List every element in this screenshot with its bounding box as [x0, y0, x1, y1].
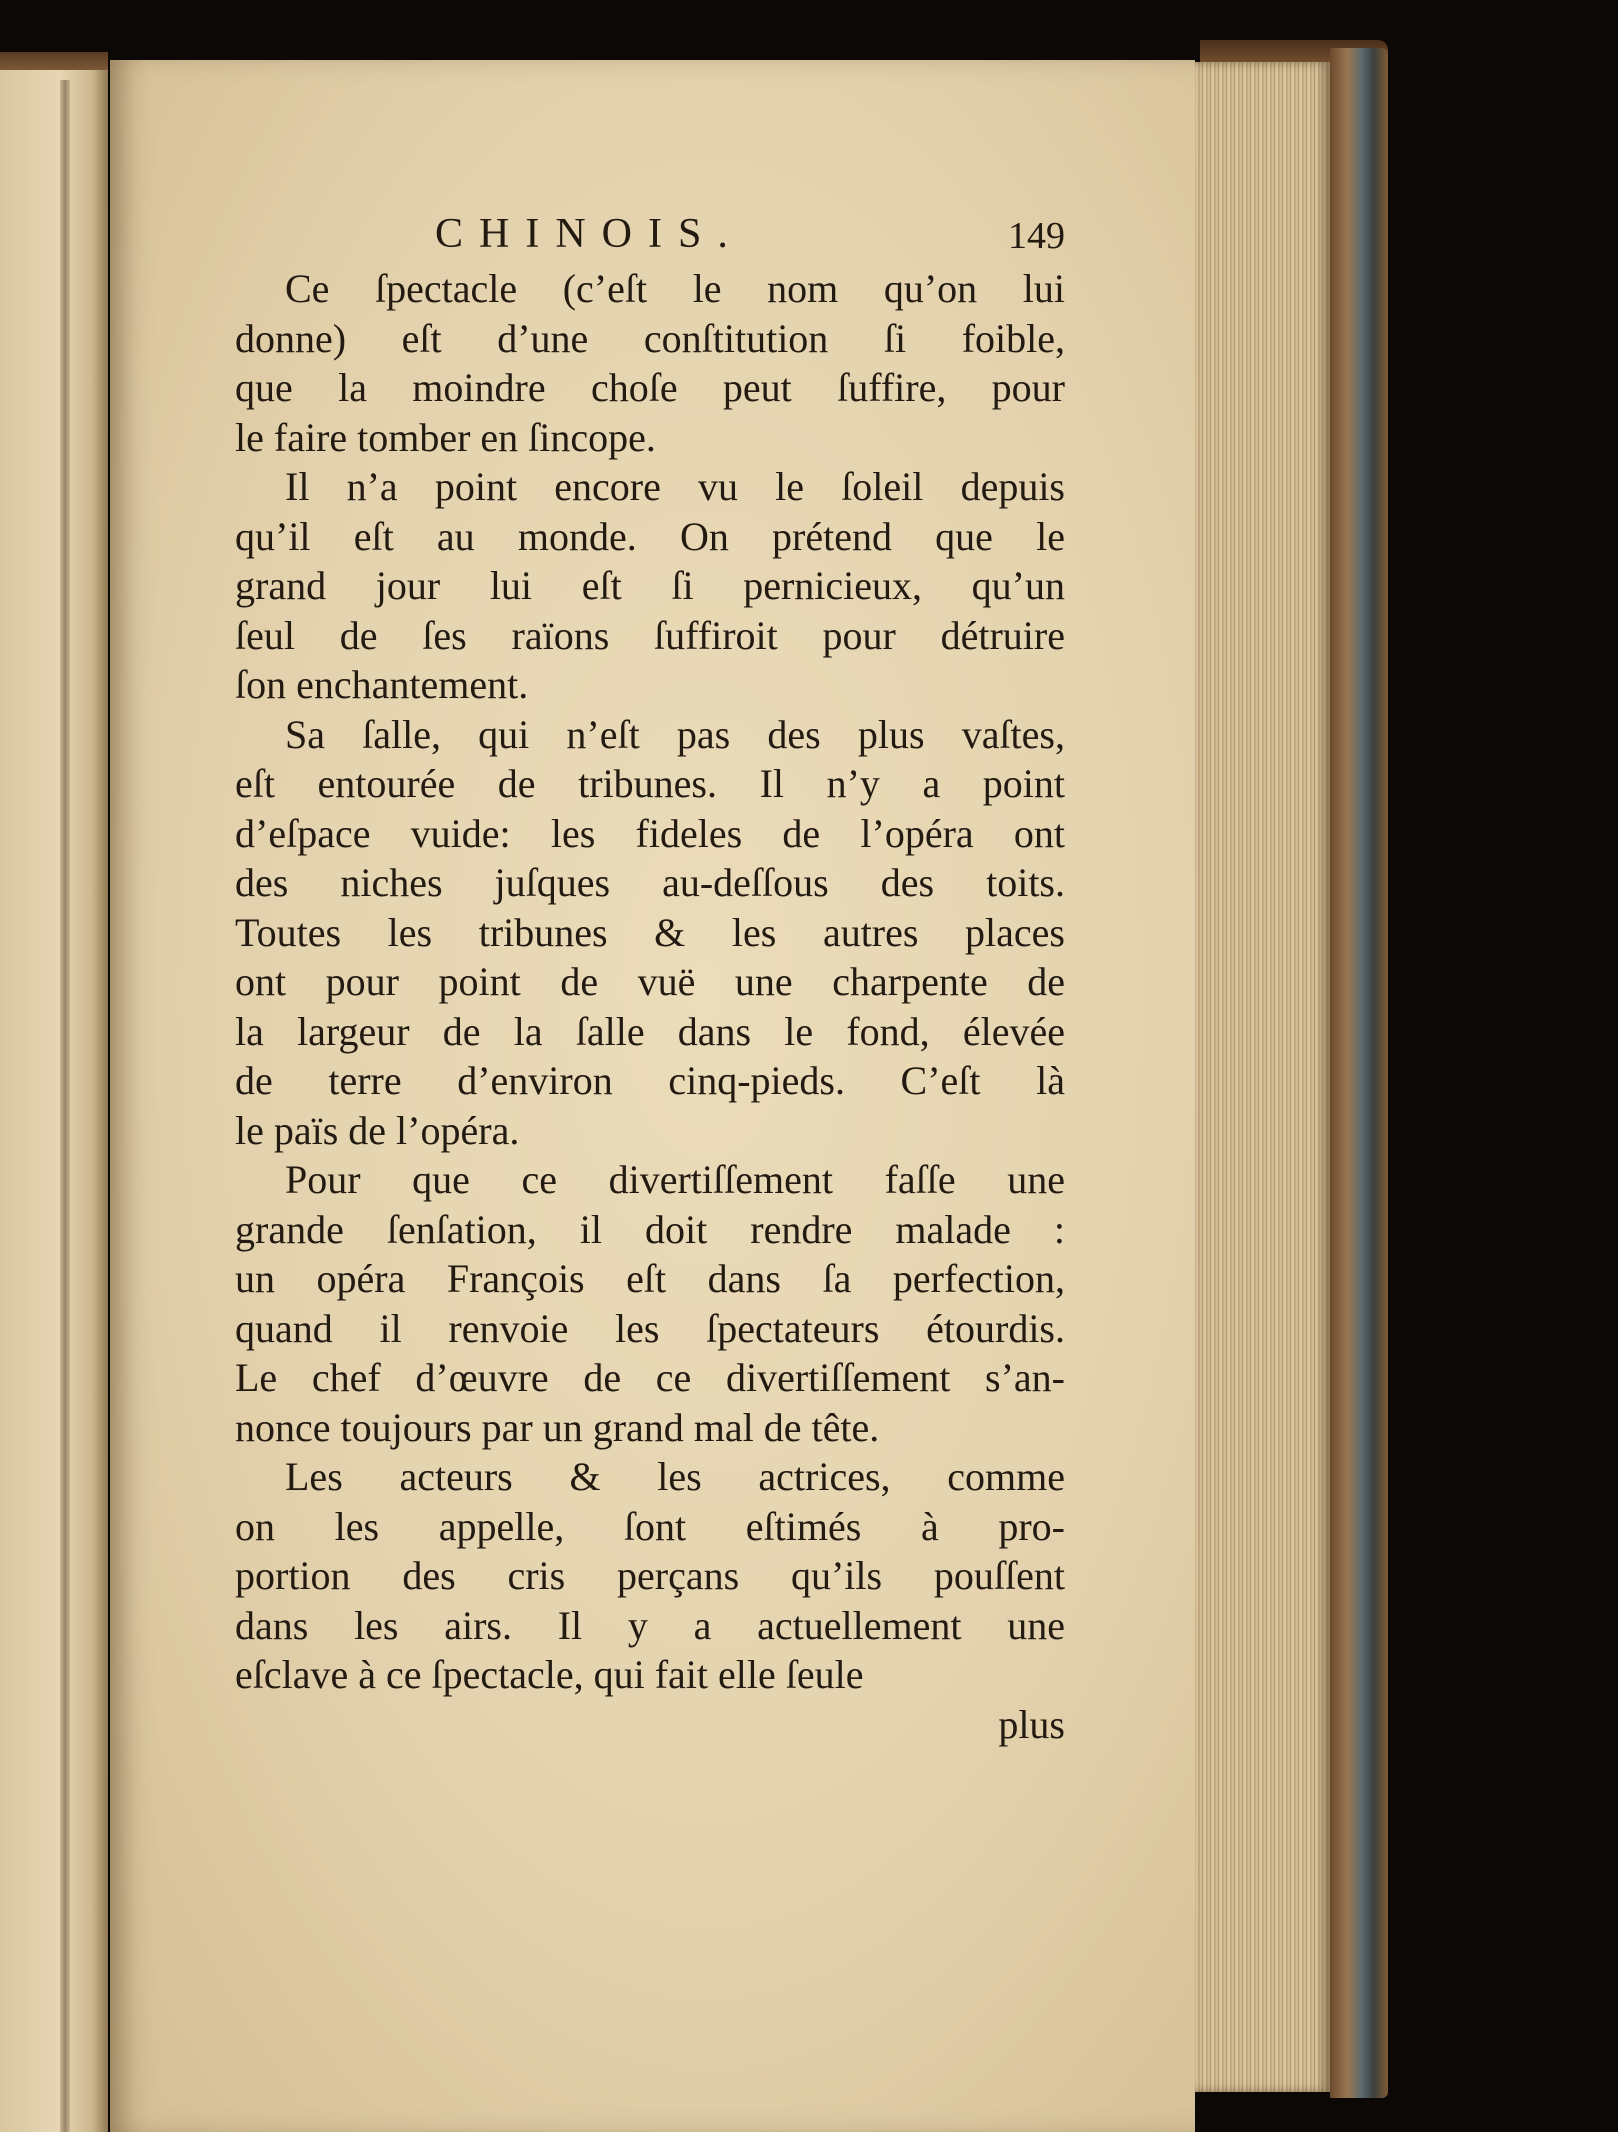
text-line: donne) eſt d’une conſtitution ſi foible, [235, 315, 1065, 361]
text-line: grand jour lui eſt ſi pernicieux, qu’un [235, 563, 1065, 608]
text-line: eſt entourée de tribunes. Il n’y a point [235, 761, 1065, 806]
left-facing-page [0, 70, 108, 2132]
paragraph [235, 264, 1065, 462]
text-line: grande ſenſation, il doit rendre malade : [235, 1206, 1065, 1252]
catchword: plus [998, 1701, 1065, 1747]
text-line: le païs de l’opéra. [235, 1107, 520, 1153]
text-line: eſclave à ce ſpectacle, qui fait elle ſeule [235, 1652, 864, 1697]
text-line: d’eſpace vuide: les fideles de l’opéra ont [235, 810, 1065, 856]
text-line: que la moindre choſe peut ſuffire, pour [235, 365, 1065, 410]
text-line: Toutes les tribunes & les autres places [235, 909, 1065, 955]
text-line: dans les airs. Il y a actuellement une [235, 1602, 1065, 1648]
text-line: la largeur de la ſalle dans le fond, élevée [235, 1008, 1065, 1054]
text-line: des niches juſques au-deſſous des toits. [235, 860, 1065, 905]
page-fore-edge [1195, 62, 1330, 2092]
text-line: ont pour point de vuë une charpente de [235, 959, 1065, 1004]
body-text [235, 264, 1065, 1700]
text-line: Le chef d’œuvre de ce divertiſſement s’an- [235, 1355, 1065, 1400]
text-line: de terre d’environ cinq-pieds. C’eſt là [235, 1058, 1065, 1103]
text-line: Ce ſpectacle (c’eſt le nom qu’on lui [285, 266, 1065, 311]
running-head-title: CHINOIS. [435, 211, 744, 257]
text-line: quand il renvoie les ſpectateurs étourdis. [235, 1305, 1065, 1351]
paragraph [235, 462, 1065, 710]
text-line: Il n’a point encore vu le ſoleil depuis [285, 464, 1065, 509]
text-line: qu’il eſt au monde. On prétend que le [235, 513, 1065, 559]
text-line: Pour que ce divertiſſement faſſe une [285, 1157, 1065, 1202]
paragraph [235, 710, 1065, 1156]
paragraph [235, 1155, 1065, 1452]
running-head [235, 210, 1065, 262]
text-line: on les appelle, ſont eſtimés à pro- [235, 1503, 1065, 1549]
text-line: un opéra François eſt dans ſa perfection, [235, 1256, 1065, 1301]
text-line: Sa ſalle, qui n’eſt pas des plus vaſtes, [285, 711, 1065, 757]
text-line: ſon enchantement. [235, 662, 529, 707]
page-gutter [60, 80, 70, 2132]
text-line: portion des cris perçans qu’ils pouſſent [235, 1553, 1065, 1598]
leather-cover [1330, 48, 1388, 2098]
text-line: ſeul de ſes raïons ſuffiroit pour détruire [235, 612, 1065, 658]
text-line: le faire tomber en ſincope. [235, 414, 656, 460]
paragraph [235, 1452, 1065, 1700]
page-number: 149 [1008, 215, 1065, 257]
text-line: nonce toujours par un grand mal de tête. [235, 1404, 880, 1450]
text-line: Les acteurs & les actrices, comme [285, 1454, 1065, 1499]
text-block [235, 210, 1065, 1749]
